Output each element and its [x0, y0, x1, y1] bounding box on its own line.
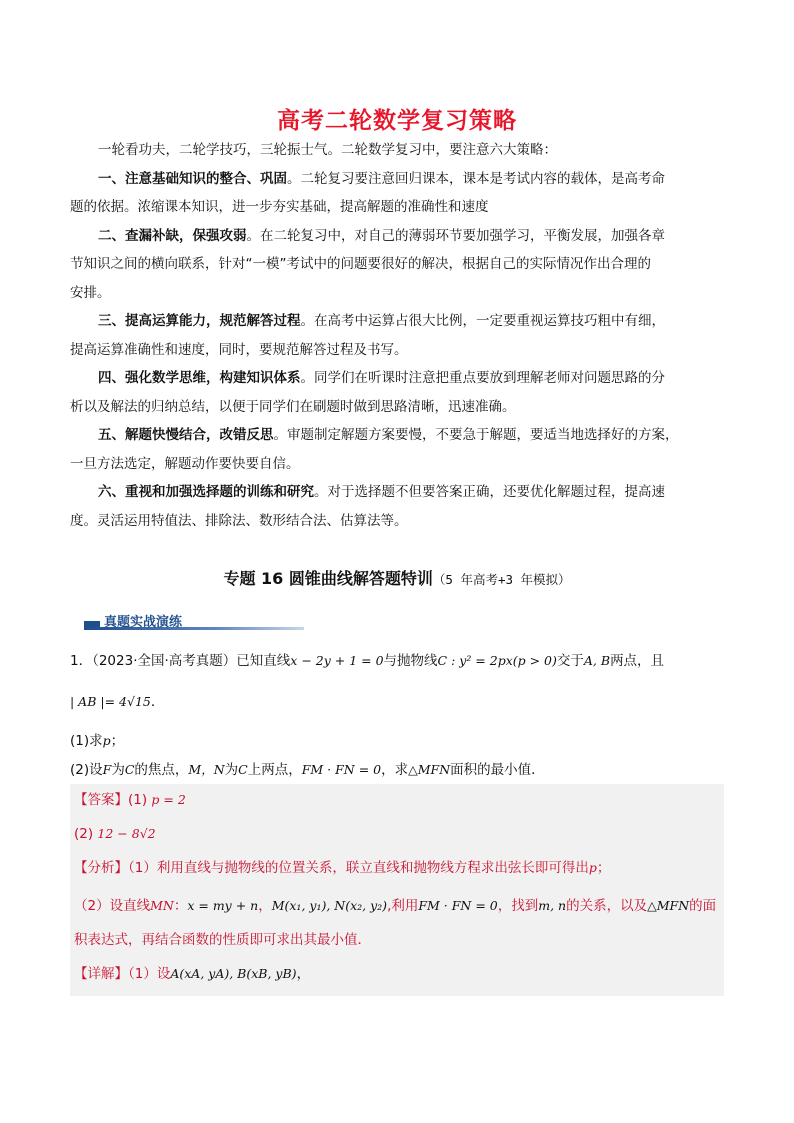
question-number: 1． [70, 653, 93, 669]
question-text: ． [150, 694, 165, 710]
analysis-text: ： [173, 898, 188, 914]
part-2-text: ，求 [381, 762, 409, 778]
analysis-text: ，找到 [497, 898, 539, 914]
line-equation: x − 2y + 1 = 0 [290, 653, 384, 668]
question-text: 两点，且 [610, 653, 665, 669]
question-part-1 [70, 731, 724, 751]
strategy-6-heading: 六、重视和加强选择题的训练和研究 [98, 484, 314, 500]
part-1-var: p [102, 733, 111, 748]
part-2-text: 为 [111, 762, 125, 778]
strategy-3-cont: 提高运算准确性和速度，同时，要规范解答过程及书写。 [70, 341, 408, 358]
strategy-6-text: 。对于选择题不但要答案正确，还要优化解题过程，提高速 [314, 484, 665, 500]
strategy-4-text: 。同学们在听课时注意把重点要放到理解老师对问题思路的分 [300, 370, 665, 386]
detail-text: （1）设 [128, 966, 171, 982]
strategy-6-cont: 度。灵活运用特值法、排除法、数形结合法、估算法等。 [70, 512, 408, 529]
part-2-math: F [102, 762, 112, 777]
section-banner [84, 608, 304, 634]
analysis-text: ； [596, 860, 611, 876]
analysis-math: △MFN [647, 898, 690, 913]
strategy-5-text: 。审题制定解题方案要慢，不要急于解题，要适当地选择好的方案， [273, 427, 679, 443]
page-title: 高考二轮数学复习策略 [277, 108, 517, 134]
strategy-6 [70, 478, 724, 507]
strategy-4-heading: 四、强化数学思维，构建知识体系 [98, 370, 301, 386]
answer-2-num: (2) [74, 826, 98, 842]
strategy-2-cont2: 安排。 [70, 284, 111, 301]
answer-1-num: (1) [128, 792, 152, 808]
strategy-2-text: 。在二轮复习中，对自己的薄弱环节要加强学习，平衡发展，加强各章 [246, 227, 665, 244]
strategy-3 [70, 307, 724, 336]
points-ab: A, B [583, 653, 611, 668]
answer-row-2 [74, 824, 156, 844]
strategy-3-heading: 三、提高运算能力，规范解答过程 [98, 313, 301, 329]
analysis-row-3: 积表达式，再结合函数的性质即可求出其最小值． [74, 932, 371, 948]
topic-subtitle: （5 年高考+3 年模拟） [432, 572, 571, 587]
intro-lead: 一轮看功夫，二轮学技巧，三轮振士气。二轮数学复习中，要注意六大策略： [98, 142, 557, 158]
analysis-row-2 [74, 896, 716, 916]
answer-row [74, 790, 186, 810]
part-2-text: 的焦点， [134, 762, 189, 778]
analysis-math: p [588, 860, 597, 875]
intro-section [70, 136, 724, 535]
part-2-text: (2)设 [70, 762, 103, 778]
strategy-2-heading: 二、查漏补缺，保强攻弱 [98, 227, 247, 244]
analysis-text: （1）利用直线与抛物线的位置关系，联立直线和抛物线方程求出弦长即可得出 [128, 860, 589, 876]
strategy-3-text: 。在高考中运算占很大比例，一定要重视运算技巧粗中有细， [300, 313, 665, 329]
analysis-math: x = my + n [187, 898, 259, 913]
analysis-math: m, n [538, 898, 567, 913]
triangle-mfn: △MFN [408, 762, 451, 777]
question-source: （2023·全国·高考真题） [92, 653, 237, 669]
analysis-math: FM · FN = 0 [418, 898, 498, 913]
answer-box [70, 784, 724, 996]
part-1-text: ； [110, 733, 125, 749]
part-2-text: 面积的最小值． [450, 762, 545, 778]
answer-2-value: 12 − 8√2 [97, 826, 156, 841]
strategy-5-cont: 一旦方法选定，解题动作要快要自信。 [70, 455, 300, 472]
strategy-5 [70, 421, 724, 450]
analysis-math: MN [150, 898, 174, 913]
strategy-4 [70, 364, 724, 393]
part-2-math: C [238, 762, 248, 777]
chord-length: | AB |= 4√15 [70, 694, 151, 709]
strategy-1-cont: 题的依据。浓缩课本知识，进一步夯实基础，提高解题的准确性和速度 [70, 199, 489, 215]
analysis-math: M(x₁, y₁), N(x₂, y₂) [271, 898, 388, 913]
analysis-text: （2）设直线 [74, 898, 151, 914]
question-text: 已知直线 [236, 653, 291, 669]
answer-label: 【答案】 [74, 792, 128, 808]
strategy-2-cont: 节知识之间的横向联系，针对“一模”考试中的问题要很好的解决，根据自己的实际情况作出合理的 [70, 256, 651, 272]
question-line-1 [70, 651, 724, 671]
detail-row [74, 964, 310, 984]
vector-dot-product: FM · FN = 0 [301, 762, 382, 777]
question-text: 交于 [556, 653, 584, 669]
strategy-4-cont: 析以及解法的归纳总结，以便于同学们在刷题时做到思路清晰，迅速准确。 [70, 398, 516, 415]
parabola-equation: C : y² = 2px(p > 0) [437, 653, 557, 668]
detail-label: 【详解】 [74, 966, 128, 982]
analysis-text: 的关系，以及 [566, 898, 648, 914]
banner-label: 真题实战演练 [104, 615, 183, 630]
detail-text: ， [296, 966, 311, 982]
analysis-text: ， [258, 898, 272, 914]
part-2-math: C [124, 762, 135, 777]
strategy-5-heading: 五、解题快慢结合，改错反思 [98, 427, 274, 443]
topic-title: 专题 16 圆锥曲线解答题特训 [223, 569, 433, 588]
strategy-2 [70, 222, 724, 251]
strategy-1-heading: 一、注意基础知识的整合、巩固 [98, 170, 287, 187]
analysis-row-1 [74, 858, 610, 878]
part-2-text: 上两点， [247, 762, 302, 778]
analysis-text: 的面 [689, 898, 717, 914]
question-line-2 [70, 692, 724, 712]
analysis-label: 【分析】 [74, 860, 128, 876]
part-1-text: (1)求 [70, 733, 103, 749]
part-2-math: M，N [188, 762, 225, 777]
topic-heading [70, 566, 724, 589]
strategy-1 [70, 165, 724, 194]
question-part-2 [70, 760, 724, 780]
question-text: 与抛物线 [383, 653, 438, 669]
part-2-text: 为 [224, 762, 239, 778]
strategy-1-text: 。二轮复习要注意回归课本，课本是考试内容的载体，是高考命 [287, 170, 665, 187]
detail-math: A(xA, yA), B(xB, yB) [170, 966, 297, 981]
answer-1-value: p = 2 [151, 792, 186, 807]
analysis-text: ,利用 [387, 898, 419, 914]
